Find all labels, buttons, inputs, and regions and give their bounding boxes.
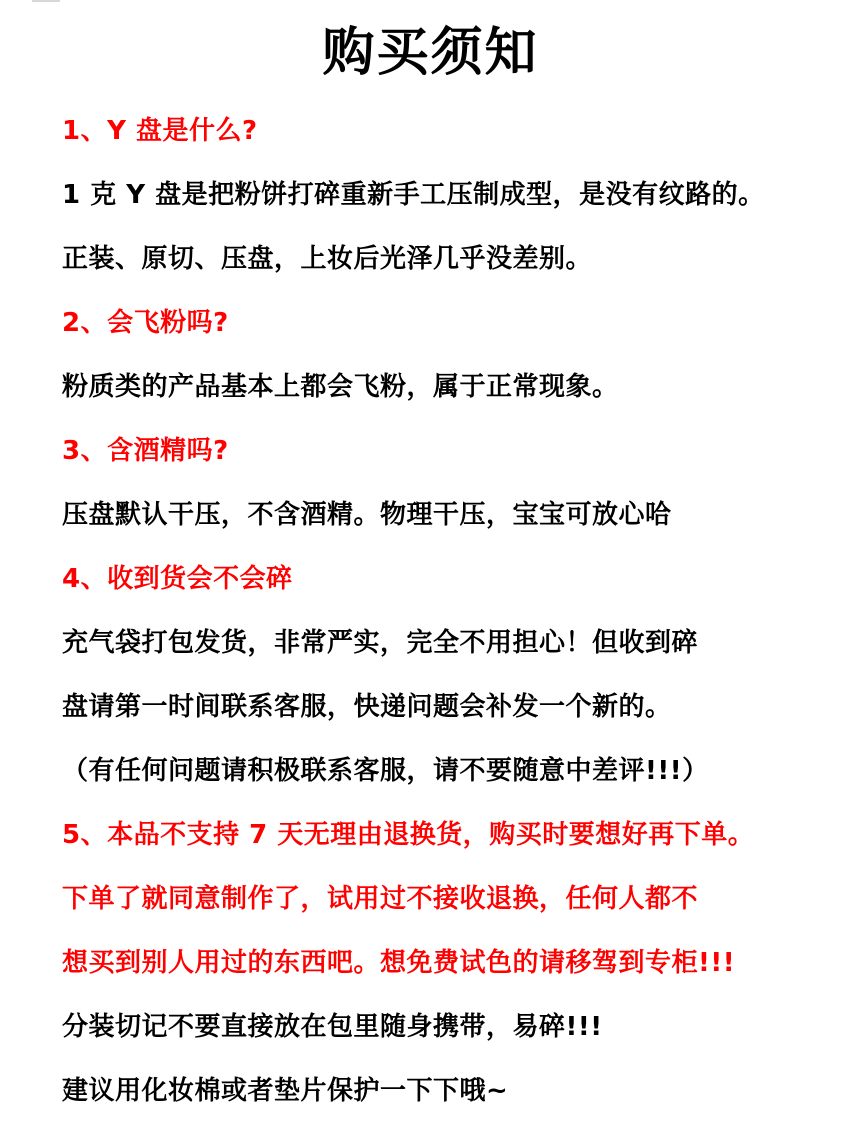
page-title: 购买须知: [322, 23, 539, 83]
faq-answer-3: 压盘默认干压，不含酒精。物理干压，宝宝可放心哈: [62, 500, 672, 530]
return-policy-line-2: 下单了就同意制作了，试用过不接收退换，任何人都不: [62, 884, 699, 914]
protection-tip: 建议用化妆棉或者垫片保护一下下哦~: [62, 1076, 509, 1106]
faq-question-2: 2、会飞粉吗?: [62, 308, 229, 338]
carry-warning: 分装切记不要直接放在包里随身携带，易碎!!!: [62, 1012, 603, 1042]
faq-question-4: 4、收到货会不会碎: [62, 564, 293, 594]
faq-question-3: 3、含酒精吗?: [62, 436, 229, 466]
faq-answer-2: 粉质类的产品基本上都会飞粉，属于正常现象。: [62, 372, 619, 402]
return-policy-line-1: 5、本品不支持 7 天无理由退换货，购买时要想好再下单。: [62, 820, 755, 850]
faq-answer-1-line-1: 1 克 Y 盘是把粉饼打碎重新手工压制成型，是没有纹路的。: [62, 180, 765, 210]
faq-answer-4-line-2: 盘请第一时间联系客服，快递问题会补发一个新的。: [62, 692, 672, 722]
faq-answer-4-note: （有任何问题请积极联系客服，请不要随意中差评!!!）: [62, 756, 709, 786]
faq-question-1: 1、Y 盘是什么?: [62, 116, 258, 146]
return-policy-line-3: 想买到别人用过的东西吧。想免费试色的请移驾到专柜!!!: [62, 948, 736, 978]
faq-answer-4-line-1: 充气袋打包发货，非常严实，完全不用担心！但收到碎: [62, 628, 699, 658]
faq-answer-1-line-2: 正装、原切、压盘，上妆后光泽几乎没差别。: [62, 244, 593, 274]
corner-divider: [32, 0, 60, 2]
